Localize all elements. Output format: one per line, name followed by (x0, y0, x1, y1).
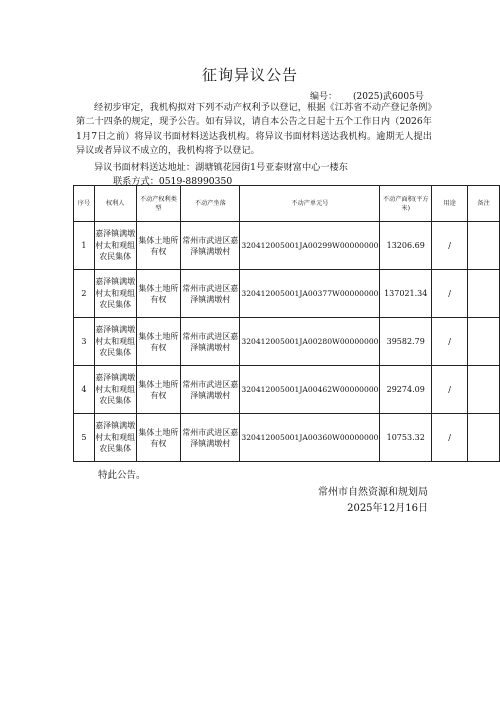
header-no: 序号 (74, 186, 95, 222)
contact-info: 联系方式：0519-88990350 (113, 176, 233, 187)
cell-use: / (431, 366, 467, 414)
page-title: 征询异议公告 (201, 66, 298, 84)
cell-owner: 嘉泽镇满墩村太和观组农民集体 (94, 222, 136, 270)
cell-note (468, 222, 500, 270)
cell-note (468, 414, 500, 462)
cell-use: / (431, 414, 467, 462)
issue-date: 2025年12月16日 (347, 503, 428, 514)
objection-address: 异议书面材料送达地址：湖塘镇花园街1号亚泰财富中心一楼东 (94, 162, 348, 173)
cell-no: 5 (74, 414, 95, 462)
cell-no: 2 (74, 270, 95, 318)
cell-no: 1 (74, 222, 95, 270)
closing-text: 特此公告。 (98, 470, 146, 481)
table-header-row (74, 186, 500, 222)
cell-note (468, 270, 500, 318)
header-area: 不动产面积(平方米) (380, 186, 431, 222)
document-number-label: 编号： (310, 92, 338, 102)
header-use: 用途 (431, 186, 467, 222)
cell-location: 常州市武进区嘉泽镇满墩村 (181, 222, 240, 270)
cell-use: / (431, 270, 467, 318)
document-number-value: (2025)武6005号 (353, 92, 424, 102)
cell-unit-no: 320412005001JA00299W00000000 (240, 222, 380, 270)
header-right-type: 不动产权利类型 (136, 186, 181, 222)
cell-location: 常州市武进区嘉泽镇满墩村 (181, 366, 240, 414)
cell-right-type: 集体土地所有权 (136, 270, 181, 318)
cell-unit-no: 320412005001JA00462W00000000 (240, 366, 380, 414)
cell-area: 29274.09 (380, 366, 431, 414)
cell-note (468, 318, 500, 366)
cell-right-type: 集体土地所有权 (136, 366, 181, 414)
cell-note (468, 366, 500, 414)
table-row (74, 366, 500, 414)
cell-area: 39582.79 (380, 318, 431, 366)
cell-location: 常州市武进区嘉泽镇满墩村 (181, 414, 240, 462)
cell-owner: 嘉泽镇满墩村太和观组农民集体 (94, 366, 136, 414)
cell-unit-no: 320412005001JA00377W00000000 (240, 270, 380, 318)
cell-use: / (431, 222, 467, 270)
table-row (74, 414, 500, 462)
cell-right-type: 集体土地所有权 (136, 414, 181, 462)
cell-area: 137021.34 (380, 270, 431, 318)
table-row (74, 222, 500, 270)
issuing-authority: 常州市自然资源和规划局 (318, 487, 428, 498)
notice-body (76, 101, 432, 159)
cell-unit-no: 320412005001JA00360W00000000 (240, 414, 380, 462)
cell-unit-no: 320412005001JA00280W00000000 (240, 318, 380, 366)
cell-area: 10753.32 (380, 414, 431, 462)
table-row (74, 270, 500, 318)
property-table (73, 185, 500, 462)
cell-area: 13206.69 (380, 222, 431, 270)
cell-right-type: 集体土地所有权 (136, 222, 181, 270)
notice-paragraph: 经初步审定，我机构拟对下列不动产权利予以登记，根据《江苏省不动产登记条例》第二十四条的规定，现予公告。如有异议，请自本公告之日起十五个工作日内（2026年1月7日之前）将异议书面材料送达我机构。将异议书面材料送达我机构。逾期无人提出异议或者异议不成立的，我机构将予以登记。 (76, 102, 432, 157)
cell-location: 常州市武进区嘉泽镇满墩村 (181, 270, 240, 318)
cell-owner: 嘉泽镇满墩村太和观组农民集体 (94, 270, 136, 318)
cell-use: / (431, 318, 467, 366)
header-note: 备注 (468, 186, 500, 222)
cell-owner: 嘉泽镇满墩村太和观组农民集体 (94, 318, 136, 366)
cell-no: 4 (74, 366, 95, 414)
header-owner: 权利人 (94, 186, 136, 222)
table-row (74, 318, 500, 366)
cell-owner: 嘉泽镇满墩村太和观组农民集体 (94, 414, 136, 462)
header-location: 不动产坐落 (181, 186, 240, 222)
header-unit-no: 不动产单元号 (240, 186, 380, 222)
cell-location: 常州市武进区嘉泽镇满墩村 (181, 318, 240, 366)
cell-right-type: 集体土地所有权 (136, 318, 181, 366)
cell-no: 3 (74, 318, 95, 366)
